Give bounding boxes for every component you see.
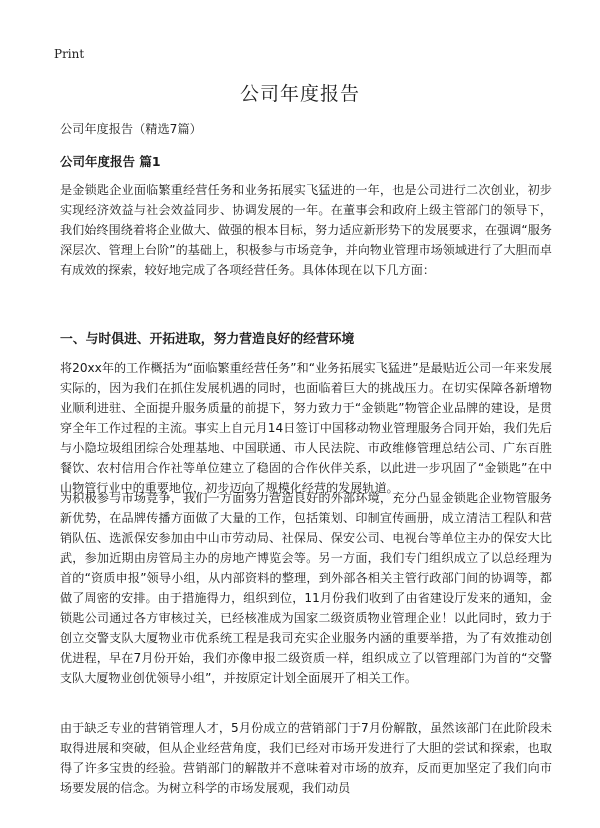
paragraph-work-summary: 将20xx年的工作概括为“面临繁重经营任务”和“业务拓展实飞猛进”是最贴近公司一年来发展实际的，因为我们在抓住发展机遇的同时，也面临着巨大的挑战压力。在切实保障各新增物业顺利进驻、全面提升服务质量的前提下，努力致力于“金锁匙”物管企业品牌的建设，是贯穿全年工作过程的主流。事实上自元月14日签订中国移动物业管理服务合同开始，我们先后与小隐垃圾组团综合处理基地、中国联通、市人民法院、市政维修管理总结公司、广东百胜餐饮、农村信用合作社等单位建立了稳固的合作伙伴关系，以此进一步巩固了“金锁匙”在中山物管行业中的重要地位，初步迈向了规模化经营的发展轨道。 [60,361,552,495]
subheading-business-environment: 一、与时俱进、开拓进取，努力营造良好的经营环境 [60,332,355,347]
document-title: 公司年度报告 [239,83,360,105]
paragraph-market-competition: 为积极参与市场竞争，我们一方面努力营造良好的外部环境，充分凸显金锁匙企业物管服务新优势，在品牌传播方面做了大量的工作，包括策划、印制宣传画册，成立清洁工程队和营销队伍、选派保安参加由中山市劳动局、社保局、保安公司、电视台等单位主办的保安大比武，参加近期由房管局主办的房地产博览会等。另一方面，我们专门组织成立了以总经理为首的“资质申报”领导小组，从内部资料的整理，到外部各相关主管行政部门间的协调等，都做了周密的安排。由于措施得力，组织到位，11月份我们收到了由省建设厅发来的通知，金锁匙公司通过各方审核过关，已经核准成为国家二级资质物业管理企业！以此同时，致力于创立交警支队大厦物业市优系统工程是我司充实企业服务内涵的重要举措，为了有效推动创优进程，早在7月份开始，我们亦像申报二级资质一样，组织成立了以管理部门为首的“交警支队大厦物业创优领导小组”，并按原定计划全面展开了相关工作。 [60,491,552,685]
paragraph-marketing-department: 由于缺乏专业的营销管理人才，5月份成立的营销部门于7月份解散，虽然该部门在此阶段未取得进展和突破，但从企业经营角度，我们已经对市场开发进行了大胆的尝试和探索，也取得了许多宝贵的经验。营销部门的解散并不意味着对市场的放弃，反而更加坚定了我们向市场要发展的信念。为树立科学的市场发展观，我们动员 [60,721,552,795]
document-subtitle: 公司年度报告（精选7篇） [60,122,202,136]
section-title: 公司年度报告 篇1 [60,154,161,169]
paragraph-intro: 是金锁匙企业面临繁重经营任务和业务拓展实飞猛进的一年，也是公司进行二次创业，初步实现经济效益与社会效益同步、协调发展的一年。在董事会和政府上级主管部门的领导下，我们始终围绕着将企业做大、做强的根本目标，努力适应新形势下的发展要求，在强调“服务深层次、管理上台阶”的基础上，积极参与市场竞争，并向物业管理市场领域进行了大胆而卓有成效的探索，较好地完成了各项经营任务。具体体现在以下几方面： [60,183,552,277]
print-link[interactable]: Print [54,47,85,61]
